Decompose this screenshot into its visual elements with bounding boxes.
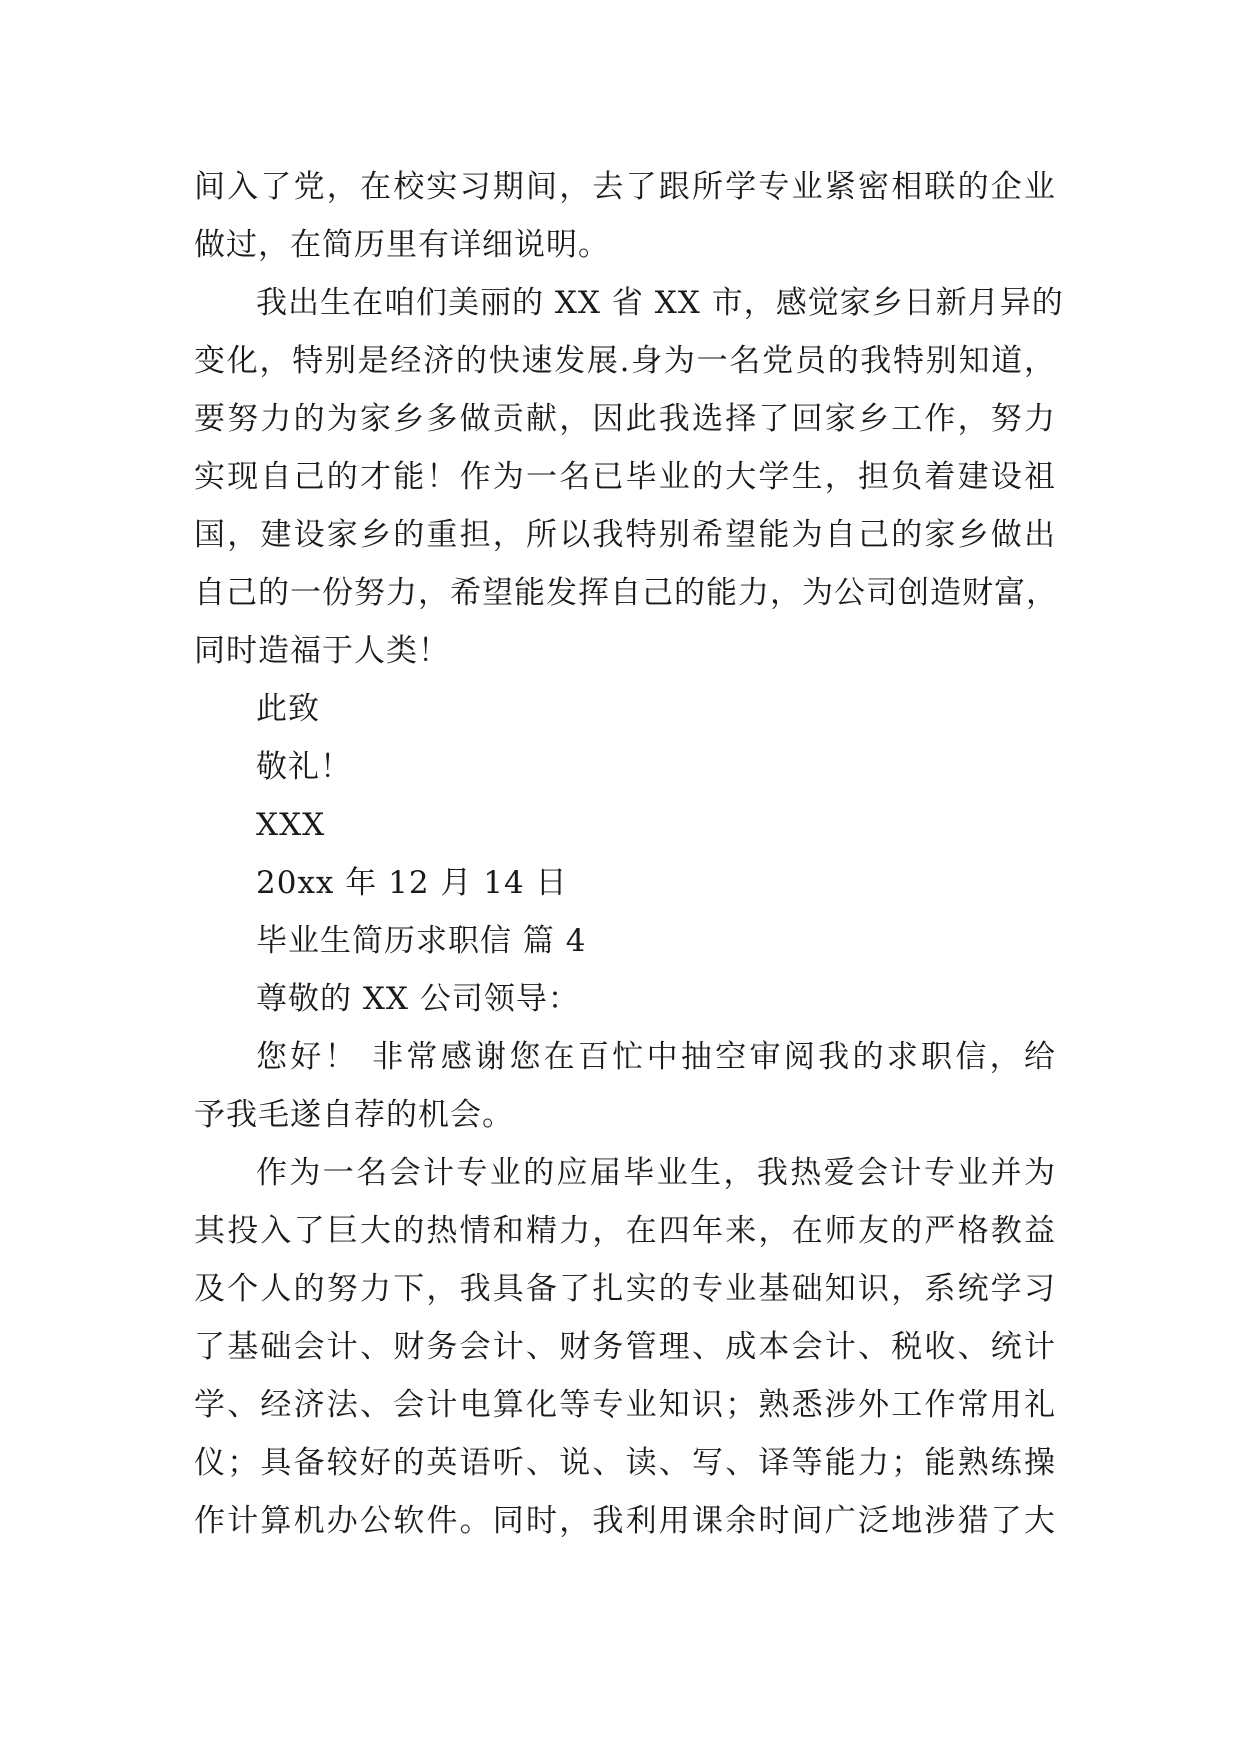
closing-salutation-1: 此致 <box>256 691 320 727</box>
body-line-19: 其投入了巨大的热情和精力，在四年来，在师友的严格教益 <box>194 1213 1056 1249</box>
signature-name: XXX <box>256 807 326 843</box>
letter-date: 20xx 年 12 月 14 日 <box>256 865 568 901</box>
body-line-4: 变化，特别是经济的快速发展.身为一名党员的我特别知道， <box>194 343 1056 379</box>
body-line-3: 我出生在咱们美丽的 XX 省 XX 市，感觉家乡日新月异的 <box>256 285 1064 321</box>
body-line-7: 国，建设家乡的重担，所以我特别希望能为自己的家乡做出 <box>194 517 1056 553</box>
body-line-2: 做过，在简历里有详细说明。 <box>194 227 610 263</box>
section-heading: 毕业生简历求职信 篇 4 <box>256 923 587 959</box>
body-line-23: 仪；具备较好的英语听、说、读、写、译等能力；能熟练操 <box>194 1445 1056 1481</box>
document-body <box>194 158 1064 1550</box>
body-line-5: 要努力的为家乡多做贡献，因此我选择了回家乡工作，努力 <box>194 401 1056 437</box>
body-line-24: 作计算机办公软件。同时，我利用课余时间广泛地涉猎了大 <box>194 1503 1056 1539</box>
body-line-9: 同时造福于人类！ <box>194 633 450 669</box>
body-line-1: 间入了党，在校实习期间，去了跟所学专业紧密相联的企业 <box>194 169 1056 205</box>
body-line-22: 学、经济法、会计电算化等专业知识；熟悉涉外工作常用礼 <box>194 1387 1056 1423</box>
body-line-16: 您好！ 非常感谢您在百忙中抽空审阅我的求职信，给 <box>256 1039 1056 1075</box>
body-line-6: 实现自己的才能！作为一名已毕业的大学生，担负着建设祖 <box>194 459 1056 495</box>
body-line-18: 作为一名会计专业的应届毕业生，我热爱会计专业并为 <box>256 1155 1056 1191</box>
closing-salutation-2: 敬礼！ <box>256 749 352 785</box>
body-line-20: 及个人的努力下，我具备了扎实的专业基础知识，系统学习 <box>194 1271 1056 1307</box>
body-line-21: 了基础会计、财务会计、财务管理、成本会计、税收、统计 <box>194 1329 1056 1365</box>
letter-salutation: 尊敬的 XX 公司领导： <box>256 981 580 1017</box>
body-line-17: 予我毛遂自荐的机会。 <box>194 1097 514 1133</box>
body-line-8: 自己的一份努力，希望能发挥自己的能力，为公司创造财富， <box>194 575 1058 611</box>
